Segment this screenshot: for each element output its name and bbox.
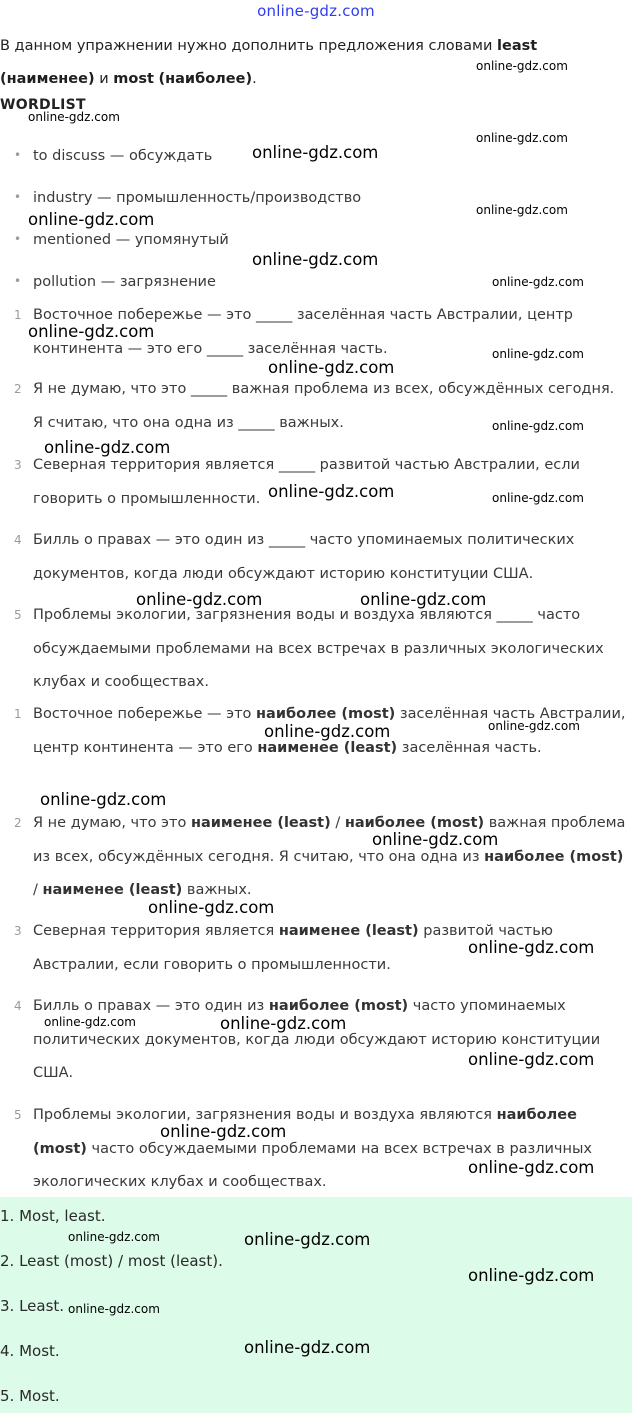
- watermark: online-gdz.com: [360, 590, 487, 609]
- answer-word: наименее (least): [278, 923, 419, 939]
- sentence-segment: часто упоминаемых политических документов, когда люди обсуждают историю конституции США.: [33, 998, 601, 1081]
- solution-text: [33, 1099, 627, 1200]
- sentence-segment: Северная территория является: [33, 923, 279, 939]
- solution-number: 3: [14, 924, 22, 938]
- bullet-icon: •: [14, 274, 22, 288]
- sentence-segment: /: [330, 815, 345, 831]
- sentence-segment: /: [33, 882, 43, 898]
- watermark: online-gdz.com: [252, 143, 379, 162]
- answer-word: наименее (least): [190, 815, 331, 831]
- watermark: online-gdz.com: [468, 1050, 595, 1069]
- answer-word: наименее (least): [257, 739, 398, 756]
- answer-word: наиболее (most): [256, 706, 396, 722]
- wordlist-item-text: to discuss — обсуждать: [33, 148, 213, 164]
- watermark: online-gdz.com: [492, 491, 584, 505]
- sentence-segment: Я не думаю, что это: [33, 815, 191, 831]
- solution-number: 5: [14, 1108, 22, 1122]
- watermark: online-gdz.com: [476, 59, 568, 73]
- sentence-segment: Проблемы экологии, загрязнения воды и воздуха являются: [33, 1107, 497, 1123]
- solution-text: [33, 807, 627, 908]
- sentence-segment: Билль о правах — это один из: [33, 998, 269, 1014]
- watermark: online-gdz.com: [492, 347, 584, 361]
- question-text: Проблемы экологии, загрязнения воды и воздуха являются _____ часто обсуждаемыми проблемами на всех встречах в различных экологических клубах и сообществах.: [33, 607, 604, 690]
- sentence-segment: важных.: [182, 882, 252, 898]
- watermark: online-gdz.com: [68, 1230, 160, 1244]
- bullet-icon: •: [14, 148, 22, 162]
- answer-word: наименее (least): [42, 882, 183, 898]
- watermark: online-gdz.com: [492, 419, 584, 433]
- watermark: online-gdz.com: [468, 1158, 595, 1177]
- answer-word: наиболее (most): [344, 815, 485, 831]
- intro-least-ru: (наименее): [0, 71, 95, 87]
- sentence-segment: часто обсуждаемыми проблемами на всех встречах в различных экологических клубах и сообществах.: [33, 1140, 593, 1190]
- intro-and: и: [94, 71, 114, 87]
- watermark: online-gdz.com: [468, 1266, 595, 1285]
- watermark: online-gdz.com: [264, 722, 391, 741]
- watermark: online-gdz.com: [220, 1014, 347, 1033]
- solution-text: [33, 990, 627, 1091]
- question-text: Восточное побережье — это _____ заселённая часть Австралии, центр континента — это его _____ заселённая часть.: [33, 307, 573, 357]
- wordlist-item-text: mentioned — упомянутый: [33, 232, 229, 248]
- watermark: online-gdz.com: [476, 203, 568, 217]
- question-number: 3: [14, 458, 22, 472]
- question-number: 2: [14, 382, 22, 396]
- answer-word: наиболее (most): [268, 998, 409, 1014]
- watermark: online-gdz.com: [468, 938, 595, 957]
- watermark: online-gdz.com: [372, 830, 499, 849]
- question-text: Я не думаю, что это _____ важная проблема из всех, обсуждённых сегодня. Я считаю, что она одна из _____ важных.: [33, 381, 615, 431]
- wordlist-title: WORDLIST: [0, 97, 86, 113]
- watermark: online-gdz.com: [492, 275, 584, 289]
- solution-number: 1: [14, 707, 22, 721]
- watermark: online-gdz.com: [28, 110, 120, 124]
- intro-period: .: [252, 71, 257, 87]
- watermark: online-gdz.com: [488, 719, 580, 733]
- question-number: 4: [14, 533, 22, 547]
- watermark: online-gdz.com: [68, 1302, 160, 1316]
- intro-most: most: [113, 71, 154, 87]
- sentence-segment: Восточное побережье — это: [33, 706, 257, 722]
- site-header-link[interactable]: online-gdz.com: [257, 2, 375, 20]
- watermark: online-gdz.com: [268, 482, 395, 501]
- solution-number: 2: [14, 816, 22, 830]
- answer-word: наиболее (most): [484, 848, 624, 865]
- answer-line: 5. Most.: [0, 1387, 60, 1405]
- watermark: online-gdz.com: [28, 322, 155, 341]
- answer-line: 3. Least.: [0, 1297, 65, 1315]
- wordlist-item-text: pollution — загрязнение: [33, 274, 216, 290]
- sentence-segment: заселённая часть.: [397, 739, 542, 756]
- sentence-segment: заселённая часть Австралии, центр континента — это его: [33, 706, 626, 756]
- intro-most-ru: (наиболее): [158, 71, 253, 87]
- watermark: online-gdz.com: [44, 1015, 136, 1029]
- answer-line: 2. Least (most) / most (least).: [0, 1252, 223, 1270]
- watermark: online-gdz.com: [44, 438, 171, 457]
- question-text: Северная территория является _____ развитой частью Австралии, если говорить о промышленности.: [33, 457, 580, 507]
- watermark: online-gdz.com: [476, 131, 568, 145]
- bullet-icon: •: [14, 232, 22, 246]
- watermark: online-gdz.com: [244, 1338, 371, 1357]
- answer-line: 1. Most, least.: [0, 1207, 106, 1225]
- watermark: online-gdz.com: [268, 358, 395, 377]
- watermark: online-gdz.com: [136, 590, 263, 609]
- watermark: online-gdz.com: [252, 250, 379, 269]
- sentence-segment: развитой частью Австралии, если говорить о промышленности.: [33, 923, 553, 973]
- question-text: Билль о правах — это один из _____ часто упоминаемых политических документов, когда люди обсуждают историю конституции США.: [33, 532, 575, 582]
- solution-number: 4: [14, 999, 22, 1013]
- watermark: online-gdz.com: [28, 210, 155, 229]
- wordlist-item-text: industry — промышленность/производство: [33, 190, 362, 206]
- answer-line: 4. Most.: [0, 1342, 60, 1360]
- question-number: 1: [14, 308, 22, 322]
- watermark: online-gdz.com: [40, 790, 167, 809]
- watermark: online-gdz.com: [244, 1230, 371, 1249]
- question-number: 5: [14, 608, 22, 622]
- sentence-segment: важная проблема из всех, обсуждённых сегодня. Я считаю, что она одна из: [33, 815, 626, 865]
- watermark: online-gdz.com: [160, 1122, 287, 1141]
- bullet-icon: •: [14, 190, 22, 204]
- intro-least: least: [497, 38, 538, 54]
- answer-word: наиболее (most): [33, 1107, 577, 1157]
- watermark: online-gdz.com: [148, 898, 275, 917]
- intro-text: В данном упражнении нужно дополнить предложения словами: [0, 38, 498, 54]
